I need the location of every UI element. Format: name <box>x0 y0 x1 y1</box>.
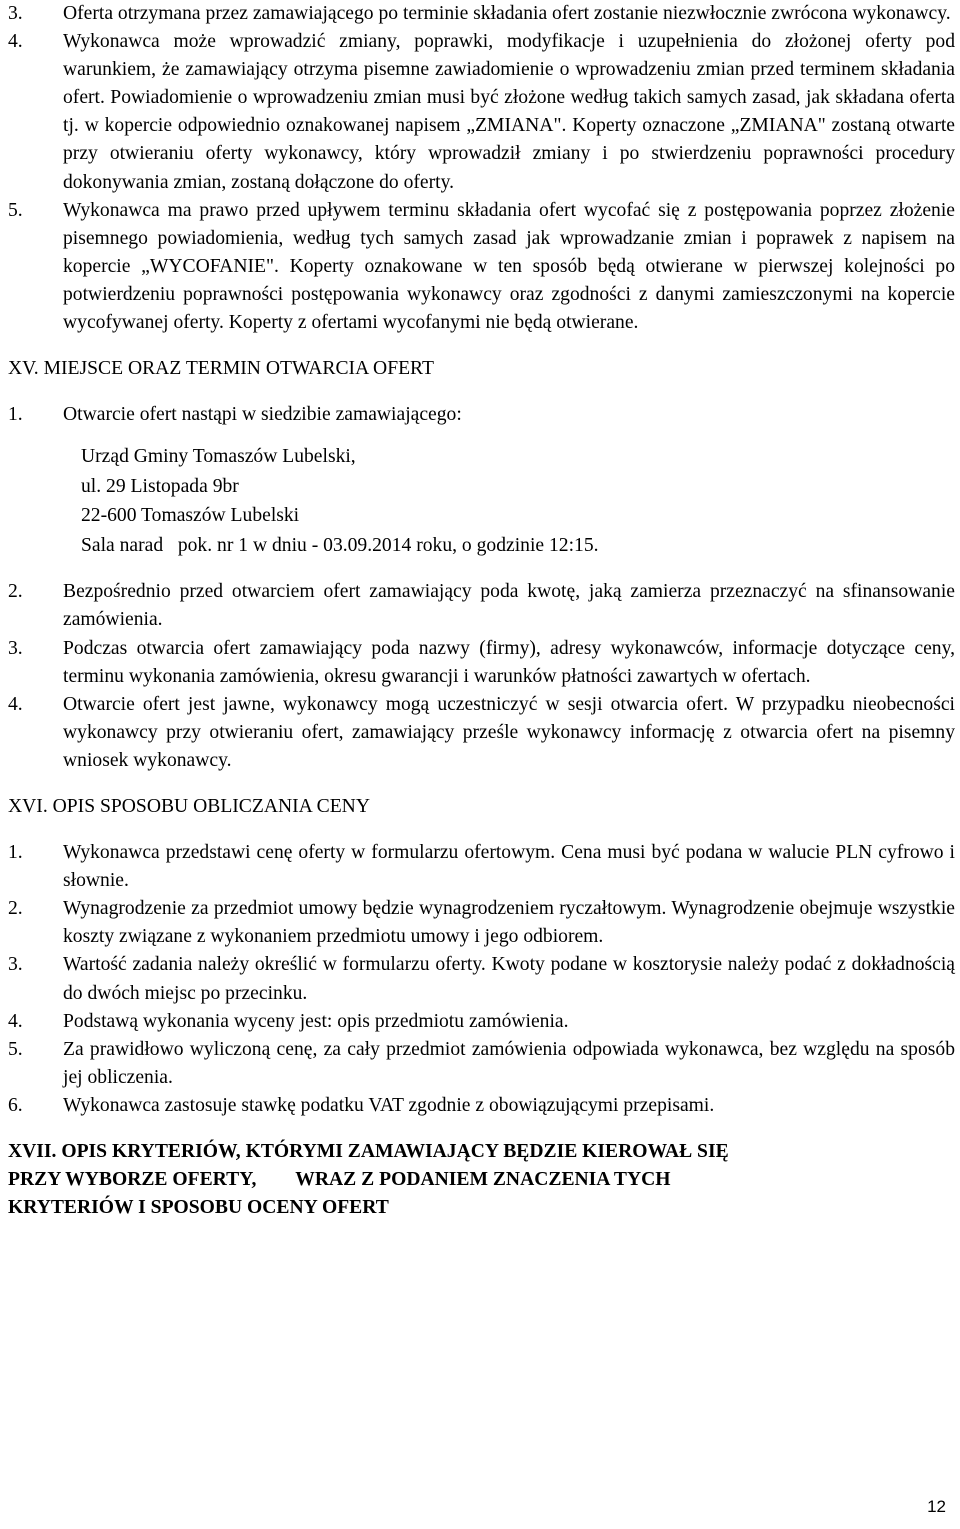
item-text: Wynagrodzenie za przedmiot umowy będzie wynagrodzeniem ryczałtowym. Wynagrodzenie obejmuje wszystkie koszty związane z wykonaniem przedmiotu umowy i jego odbiorem. <box>63 898 955 948</box>
address-line: ul. 29 Listopada 9br <box>81 475 239 497</box>
item-number: 3. <box>8 3 23 24</box>
item-text: Bezpośrednio przed otwarciem ofert zamawiający poda kwotę, jaką zamierza przeznaczyć na sfinansowanie zamówienia. <box>63 581 955 631</box>
page-number: 12 <box>927 1496 946 1516</box>
section-xiv-list <box>8 0 955 337</box>
item-number: 5. <box>8 1038 23 1060</box>
heading-line: KRYTERIÓW I SPOSOBU OCENY OFERT <box>8 1197 389 1219</box>
item-number: 3. <box>8 637 23 659</box>
list-item <box>8 839 955 895</box>
list-item <box>8 197 955 337</box>
item-text: Podstawą wykonania wyceny jest: opis przedmiotu zamówienia. <box>63 1010 569 1032</box>
item-text: Oferta otrzymana przez zamawiającego po terminie składania ofert zostanie niezwłocznie zwrócona wykonawcy. <box>63 3 951 24</box>
item-text: Wykonawca przedstawi cenę oferty w formularzu ofertowym. Cena musi być podana w walucie PLN cyfrowo i słownie. <box>63 842 955 892</box>
section-xvii-heading <box>8 1138 955 1222</box>
item-number: 2. <box>8 581 23 603</box>
item-text: Otwarcie ofert nastąpi w siedzibie zamawiającego: <box>63 404 462 426</box>
list-item <box>8 28 955 197</box>
item-number: 4. <box>8 31 23 53</box>
item-number: 2. <box>8 898 23 920</box>
list-item <box>8 1036 955 1092</box>
list-item <box>8 895 955 951</box>
item-text: Wykonawca może wprowadzić zmiany, poprawki, modyfikacje i uzupełnienia do złożonej oferty pod warunkiem, że zamawiający otrzyma pisemne zawiadomienie o wprowadzeniu zmian przed terminem składania ofert. Powiadomienie o wprowadzeniu zmian musi być złożone według takich samych zasad, jak składana oferta tj. w kopercie odpowiednio oznakowanej napisem „ZMIANA". Koperty oznaczone „ZMIANA" zostaną otwarte przy otwieraniu oferty wykonawcy, który wprowadził zmiany i po stwierdzeniu poprawności procedury dokonywania zmian, zostaną dołączone do oferty. <box>63 31 955 193</box>
section-xvi-list <box>8 839 955 1120</box>
item-number: 4. <box>8 693 23 715</box>
document-page <box>8 0 955 1222</box>
item-number: 5. <box>8 199 23 221</box>
item-number: 3. <box>8 954 23 976</box>
list-item <box>8 0 955 28</box>
address-block <box>8 442 955 560</box>
section-xvi-heading: XVI. OPIS SPOSOBU OBLICZANIA CENY <box>8 795 370 817</box>
item-number: 4. <box>8 1010 23 1032</box>
item-text: Wykonawca ma prawo przed upływem terminu składania ofert wycofać się z postępowania poprzez złożenie pisemnego powiadomienia, według tych samych zasad jak wprowadzanie zmian i poprawek z napisem na kopercie „WYCOFANIE". Koperty oznakowane w ten sposób będą otwierane w pierwszej kolejności po potwierdzeniu poprawności postępowania wykonawcy oraz zgodności z danymi zamieszczonymi na kopercie wycofywanej oferty. Koperty z ofertami wycofanymi nie będą otwierane. <box>63 199 955 334</box>
address-line: Sala narad pok. nr 1 w dniu - 03.09.2014 roku, o godzinie 12:15. <box>81 534 599 556</box>
list-item <box>8 578 955 634</box>
item-text: Wykonawca zastosuje stawkę podatku VAT zgodnie z obowiązującymi przepisami. <box>63 1094 715 1116</box>
list-item <box>8 1092 955 1120</box>
item-text: Podczas otwarcia ofert zamawiający poda nazwy (firmy), adresy wykonawców, informacje dotyczące ceny, terminu wykonania zamówienia, okresu gwarancji i warunków płatności zawartych w ofertach. <box>63 637 955 687</box>
item-number: 6. <box>8 1094 23 1116</box>
item-text: Za prawidłowo wyliczoną cenę, za cały przedmiot zamówienia odpowiada wykonawca, bez względu na sposób jej obliczenia. <box>63 1038 955 1088</box>
list-item <box>8 401 955 429</box>
item-text: Otwarcie ofert jest jawne, wykonawcy mogą uczestniczyć w sesji otwarcia ofert. W przypadku nieobecności wykonawcy przy otwieraniu ofert, zamawiający prześle wykonawcy informację z otwarcia ofert na pisemny wniosek wykonawcy. <box>63 693 955 771</box>
heading-line: PRZY WYBORZE OFERTY, WRAZ Z PODANIEM ZNACZENIA TYCH <box>8 1169 671 1191</box>
item-number: 1. <box>8 404 23 426</box>
address-line: Urząd Gminy Tomaszów Lubelski, <box>81 446 356 468</box>
list-item <box>8 951 955 1007</box>
list-item <box>8 691 955 775</box>
list-item <box>8 1008 955 1036</box>
item-number: 1. <box>8 842 23 864</box>
heading-line: XVII. OPIS KRYTERIÓW, KTÓRYMI ZAMAWIAJĄCY BĘDZIE KIEROWAŁ SIĘ <box>8 1141 729 1162</box>
item-text: Wartość zadania należy określić w formularzu oferty. Kwoty podane w kosztorysie należy podać z dokładnością do dwóch miejsc po przecinku. <box>63 954 955 1004</box>
address-line: 22-600 Tomaszów Lubelski <box>81 505 300 527</box>
section-xv-heading: XV. MIEJSCE ORAZ TERMIN OTWARCIA OFERT <box>8 358 434 380</box>
list-item <box>8 635 955 691</box>
